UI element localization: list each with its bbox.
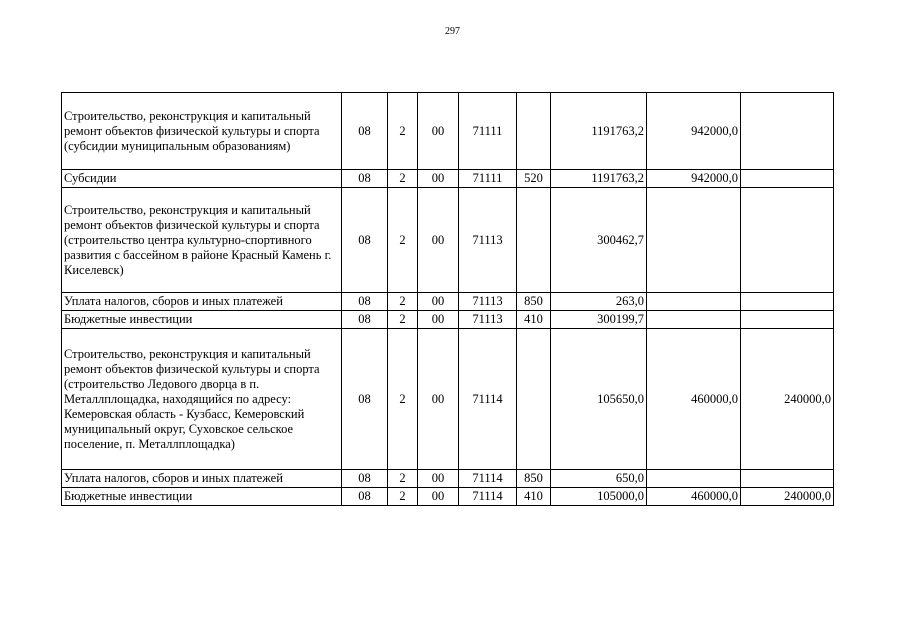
- row-name: Бюджетные инвестиции: [62, 488, 342, 506]
- row-program: 00: [418, 470, 459, 488]
- row-program: 00: [418, 93, 459, 170]
- row-value-1: 263,0: [551, 293, 647, 311]
- row-section: 08: [342, 293, 388, 311]
- row-name: Уплата налогов, сборов и иных платежей: [62, 293, 342, 311]
- row-value-2: [647, 311, 741, 329]
- row-program: 00: [418, 311, 459, 329]
- row-subsection: 2: [388, 93, 418, 170]
- row-code: 71113: [459, 311, 517, 329]
- row-section: 08: [342, 188, 388, 293]
- row-code: 71114: [459, 470, 517, 488]
- row-expense-type: 410: [517, 311, 551, 329]
- row-code: 71114: [459, 488, 517, 506]
- row-program: 00: [418, 488, 459, 506]
- row-section: 08: [342, 311, 388, 329]
- row-value-3: [741, 470, 834, 488]
- row-name: Строительство, реконструкция и капитальный ремонт объектов физической культуры и спорта (строительство центра культурно-спортивного развития с бассейном в районе Красный Камень г. Киселевск): [62, 188, 342, 293]
- row-value-2: 460000,0: [647, 329, 741, 470]
- row-code: 71111: [459, 170, 517, 188]
- row-program: 00: [418, 329, 459, 470]
- row-expense-type: 520: [517, 170, 551, 188]
- row-value-2: [647, 470, 741, 488]
- row-program: 00: [418, 293, 459, 311]
- row-value-1: 1191763,2: [551, 170, 647, 188]
- table-row: [62, 470, 834, 488]
- row-value-2: [647, 188, 741, 293]
- row-value-1: 105000,0: [551, 488, 647, 506]
- row-expense-type: [517, 93, 551, 170]
- table-row: [62, 329, 834, 470]
- row-value-1: 105650,0: [551, 329, 647, 470]
- row-subsection: 2: [388, 488, 418, 506]
- row-value-3: [741, 188, 834, 293]
- row-value-3: [741, 170, 834, 188]
- row-expense-type: 850: [517, 470, 551, 488]
- row-value-3: 240000,0: [741, 488, 834, 506]
- row-expense-type: [517, 188, 551, 293]
- row-expense-type: 410: [517, 488, 551, 506]
- table-row: [62, 488, 834, 506]
- row-section: 08: [342, 93, 388, 170]
- row-value-2: 460000,0: [647, 488, 741, 506]
- row-code: 71113: [459, 293, 517, 311]
- row-value-1: 300199,7: [551, 311, 647, 329]
- row-expense-type: [517, 329, 551, 470]
- row-section: 08: [342, 170, 388, 188]
- row-value-3: [741, 293, 834, 311]
- row-value-1: 1191763,2: [551, 93, 647, 170]
- row-program: 00: [418, 170, 459, 188]
- row-subsection: 2: [388, 329, 418, 470]
- row-name: Уплата налогов, сборов и иных платежей: [62, 470, 342, 488]
- row-subsection: 2: [388, 170, 418, 188]
- row-subsection: 2: [388, 293, 418, 311]
- row-code: 71114: [459, 329, 517, 470]
- table-row: [62, 93, 834, 170]
- table-row: [62, 311, 834, 329]
- row-value-1: 300462,7: [551, 188, 647, 293]
- row-code: 71111: [459, 93, 517, 170]
- row-code: 71113: [459, 188, 517, 293]
- row-value-3: [741, 311, 834, 329]
- row-value-3: 240000,0: [741, 329, 834, 470]
- row-name: Строительство, реконструкция и капитальный ремонт объектов физической культуры и спорта (строительство Ледового дворца в п. Металлплощадка, находящийся по адресу: Кемеровская область - Кузбасс, Кемеровский муниципальный округ, Суховское сельское поселение, п. Металлплощадка): [62, 329, 342, 470]
- row-value-1: 650,0: [551, 470, 647, 488]
- row-subsection: 2: [388, 311, 418, 329]
- row-name: Субсидии: [62, 170, 342, 188]
- row-name: Строительство, реконструкция и капитальный ремонт объектов физической культуры и спорта (субсидии муниципальным образованиям): [62, 93, 342, 170]
- page-number: 297: [445, 26, 460, 37]
- row-subsection: 2: [388, 470, 418, 488]
- row-expense-type: 850: [517, 293, 551, 311]
- row-section: 08: [342, 329, 388, 470]
- row-program: 00: [418, 188, 459, 293]
- budget-table: [61, 92, 834, 506]
- row-section: 08: [342, 488, 388, 506]
- table-row: [62, 293, 834, 311]
- row-subsection: 2: [388, 188, 418, 293]
- row-name: Бюджетные инвестиции: [62, 311, 342, 329]
- row-value-2: 942000,0: [647, 170, 741, 188]
- row-value-3: [741, 93, 834, 170]
- row-value-2: [647, 293, 741, 311]
- row-section: 08: [342, 470, 388, 488]
- row-value-2: 942000,0: [647, 93, 741, 170]
- table-row: [62, 170, 834, 188]
- table-row: [62, 188, 834, 293]
